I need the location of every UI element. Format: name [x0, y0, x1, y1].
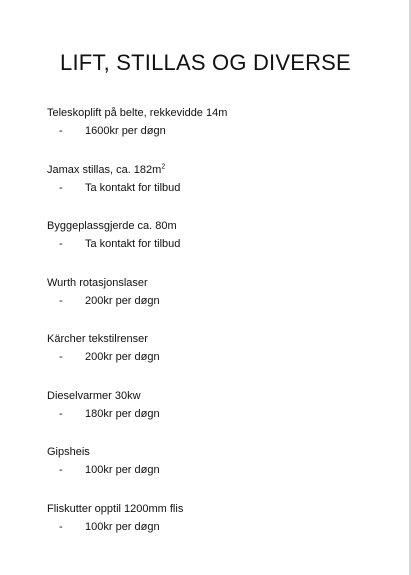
item-name-wrapper	[47, 163, 387, 177]
dash-bullet: -	[59, 238, 63, 250]
list-item	[47, 332, 387, 389]
list-item	[47, 106, 387, 163]
item-price: Ta kontakt for tilbud	[85, 181, 181, 194]
dash-bullet: -	[59, 125, 63, 137]
dash-bullet: -	[59, 181, 63, 194]
item-detail-row	[47, 124, 387, 138]
page-title: LIFT, STILLAS OG DIVERSE	[60, 50, 351, 75]
item-detail-row	[47, 407, 387, 421]
item-detail-row	[47, 181, 387, 195]
dash-bullet: -	[59, 464, 63, 476]
item-detail-row	[47, 294, 387, 308]
item-price: 100kr per døgn	[85, 464, 160, 476]
item-name: Teleskoplift på belte, rekkevidde 14m	[47, 107, 228, 119]
item-price: 1600kr per døgn	[85, 125, 166, 137]
item-detail-row	[47, 463, 387, 477]
item-price: 100kr per døgn	[85, 520, 160, 533]
dash-bullet: -	[59, 294, 63, 307]
list-item	[47, 445, 387, 502]
dash-bullet: -	[59, 351, 63, 363]
item-name: Wurth rotasjonslaser	[47, 276, 148, 289]
item-price: 200kr per døgn	[85, 351, 160, 363]
item-price: Ta kontakt for tilbud	[85, 238, 181, 250]
item-name: Fliskutter opptil 1200mm flis	[47, 502, 184, 515]
item-name: Jamax stillas, ca. 182m	[47, 163, 162, 176]
item-price: 200kr per døgn	[85, 294, 160, 307]
list-item	[47, 163, 387, 220]
superscript: 2	[161, 162, 166, 170]
dash-bullet: -	[59, 407, 63, 420]
list-item	[47, 389, 387, 446]
item-detail-row	[47, 350, 387, 364]
item-detail-row	[47, 520, 387, 534]
list-item	[47, 219, 387, 276]
list-item	[47, 276, 387, 333]
item-name: Byggeplassgjerde ca. 80m	[47, 220, 177, 232]
item-price: 180kr per døgn	[85, 407, 160, 420]
list-item	[47, 502, 387, 559]
dash-bullet: -	[59, 520, 63, 533]
item-name: Gipsheis	[47, 446, 90, 458]
item-detail-row	[47, 237, 387, 251]
rental-list	[47, 106, 387, 558]
item-name: Dieselvarmer 30kw	[47, 389, 141, 402]
item-name: Kärcher tekstilrenser	[47, 333, 148, 345]
